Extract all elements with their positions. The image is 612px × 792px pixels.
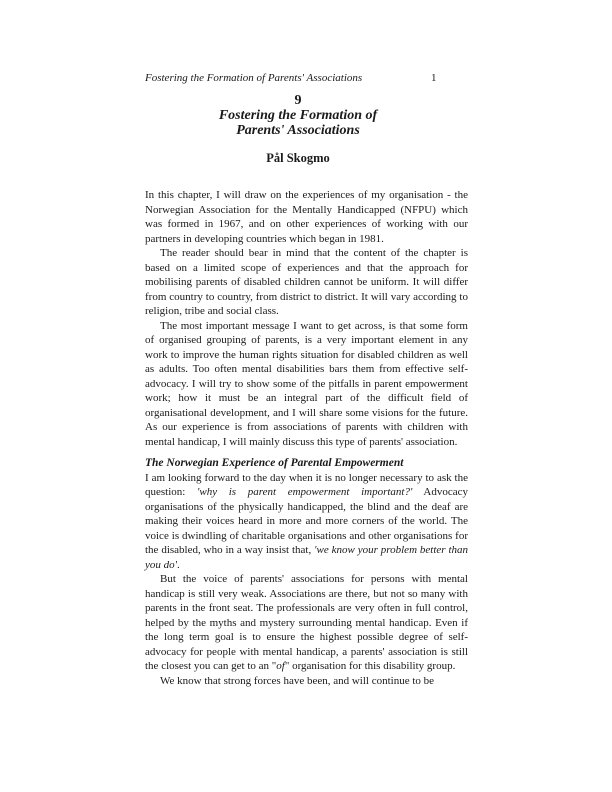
italic-text-run: 'we know your problem better than you do' xyxy=(145,544,468,571)
chapter-title xyxy=(145,108,451,138)
author-name: Pål Skogmo xyxy=(266,151,330,165)
paragraph xyxy=(145,319,468,450)
text-run: In this chapter, I will draw on the experiences of my organisation - the Norwegian Association for the Mentally Handicapped (NFPU) which was formed in 1967, and on other experiences of working with our partners in developing countries which began in 1981. xyxy=(145,189,468,245)
paragraph xyxy=(145,471,468,573)
text-run: " organisation for this disability group. xyxy=(284,660,456,672)
page-number: 1 xyxy=(431,72,437,84)
text-run: Advocacy organisations of the physically handicapped, the blind and the deaf are making their voices heard in more and more corners of the world. The voice is dwindling of charitable organisations and other organisations for the disabled, who in a way insist that, xyxy=(145,486,468,556)
chapter-title-line2: Parents' Associations xyxy=(236,123,360,138)
chapter-number: 9 xyxy=(294,93,302,108)
paragraph xyxy=(145,246,468,319)
text-run: We know that strong forces have been, and will continue to be xyxy=(160,674,435,687)
text-run: I am looking forward to the day when it is no longer necessary to ask the question: xyxy=(145,471,468,498)
running-header xyxy=(145,71,468,85)
italic-text-run: 'why is parent empowerment important?' xyxy=(197,486,413,498)
italic-text-run: of xyxy=(276,660,285,672)
body-content xyxy=(145,188,468,688)
text-run: The most important message I want to get across, is that some form of organised grouping of parents, is a very important element in any work to improve the human rights situation for disabled children as well as adults. Too often mental disabilities bars them from effective self-advocacy. I will try to show some of the pitfalls in parent empowerment work; how it must be an integral part of the difficult field of organisational development, and I will share some visions for the future. As our experience is from associations of parents with children with mental handicap, I will mainly discuss this type of parents' association. xyxy=(145,319,468,448)
chapter-title-line1: Fostering the Formation of xyxy=(218,108,378,123)
paragraph xyxy=(145,188,468,246)
paragraph xyxy=(145,674,468,689)
paragraph xyxy=(145,572,468,674)
running-header-title: Fostering the Formation of Parents' Associations xyxy=(145,72,363,84)
section-heading: The Norwegian Experience of Parental Empowerment xyxy=(145,457,404,469)
text-run: . xyxy=(177,558,180,571)
text-run: The reader should bear in mind that the content of the chapter is based on a limited scope of experiences and that the approach for mobilising parents of disabled children cannot be uniform. It will differ from country to country, from district to district. It will vary according to religion, tribe and social class. xyxy=(145,247,468,317)
text-run: But the voice of parents' associations for persons with mental handicap is still very weak. Associations are there, but not so many with parents in the front seat. The professionals are very often in full control, helped by the myths and mystery surrounding mental handicap. Even if the long term goal is to ensure the highest possible degree of self-advocacy for people with mental handicap, a parents' association is still the closest you can get to an " xyxy=(145,573,468,672)
